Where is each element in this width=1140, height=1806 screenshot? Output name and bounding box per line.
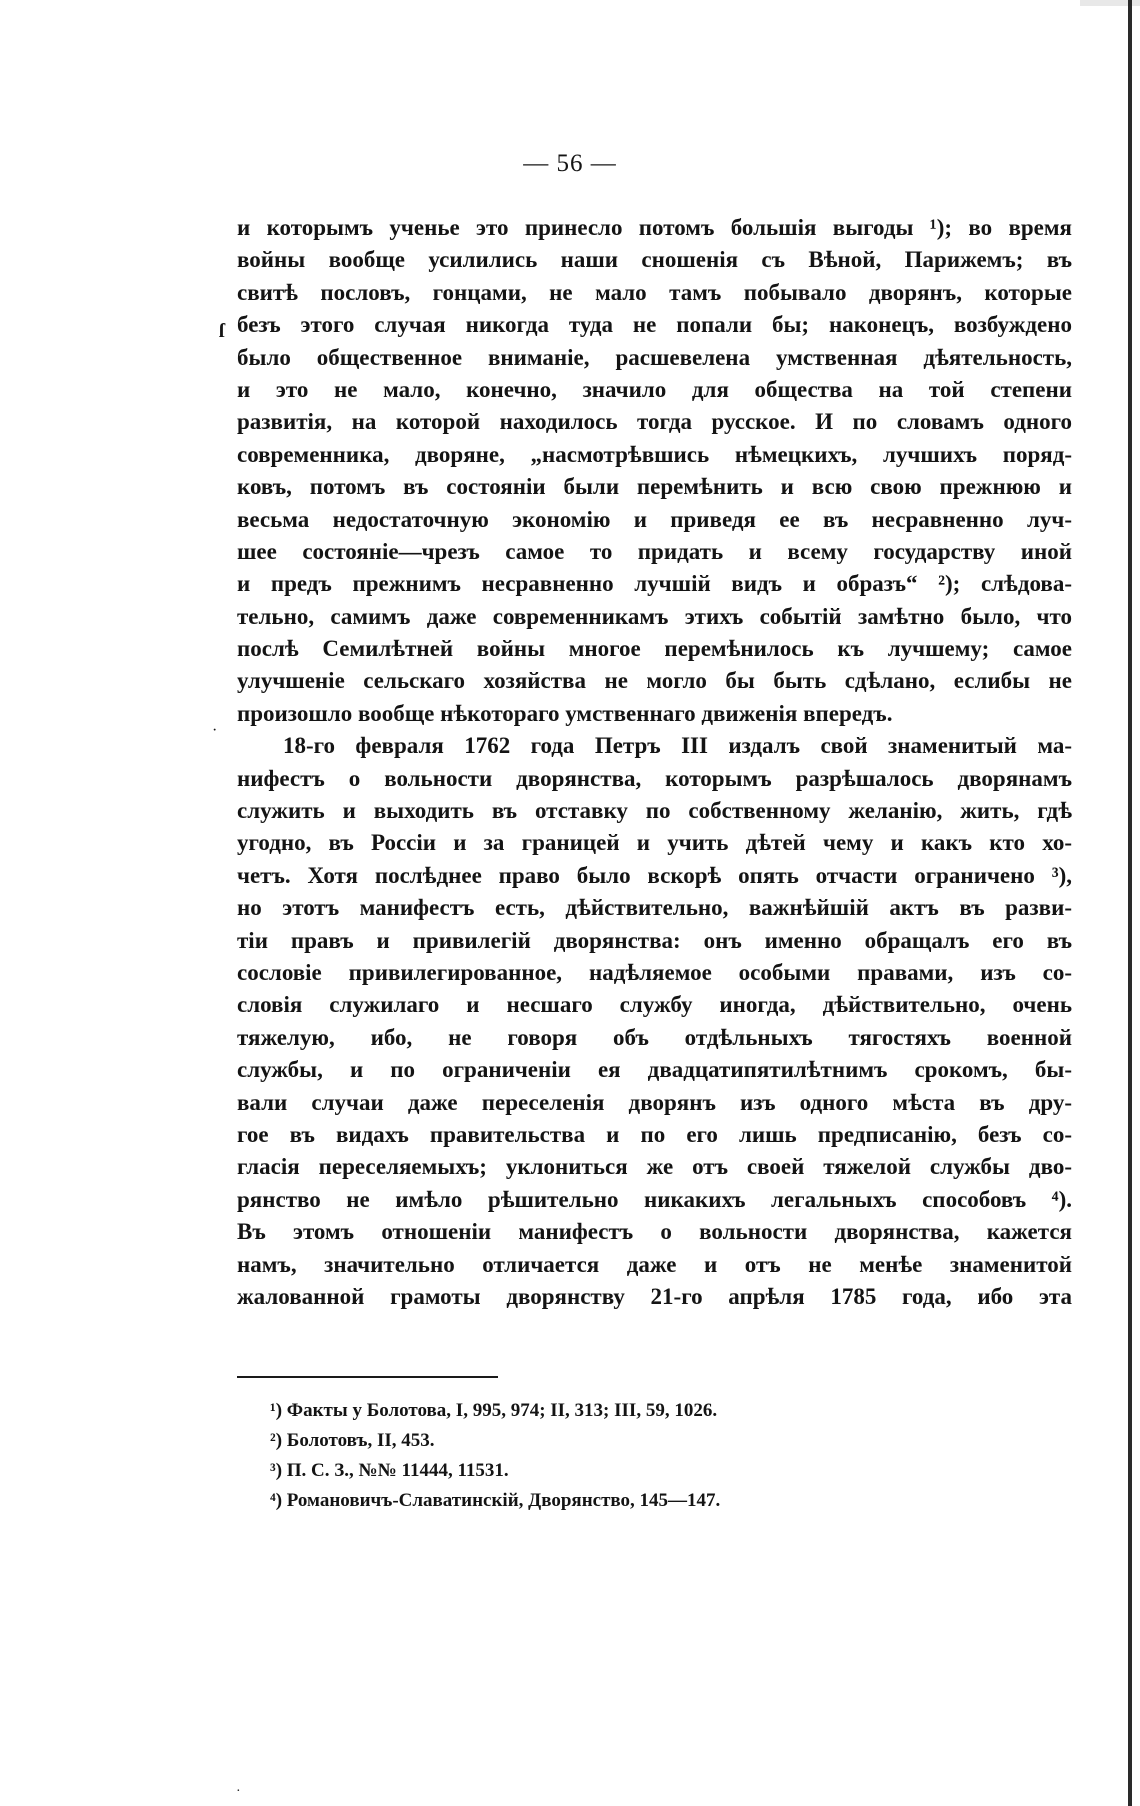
text-line: гое въ видахъ правительства и по его лишь предписанію, безъ со- xyxy=(237,1121,1072,1147)
margin-dot: · xyxy=(212,722,218,739)
page-number: — 56 — xyxy=(523,150,617,177)
body-text xyxy=(237,212,1072,1313)
text-line: и которымъ ученье это принесло потомъ большія выгоды ¹); во время xyxy=(237,215,1072,240)
text-line: современника, дворяне, „насмотрѣвшись нѣмецкихъ, лучшихъ поряд- xyxy=(237,441,1072,467)
scan-edge-line xyxy=(1128,0,1132,1806)
text-line: тельно, самимъ даже современникамъ этихъ событій замѣтно было, что xyxy=(237,603,1072,629)
text-line: улучшеніе сельскаго хозяйства не могло бы быть сдѣлано, еслибы не xyxy=(237,668,1072,694)
text-line: сословіе привилегированное, надѣляемое особыми правами, изъ со- xyxy=(237,959,1072,985)
text-line: но этотъ манифестъ есть, дѣйствительно, важнѣйшій актъ въ разви- xyxy=(237,895,1072,921)
text-line: тяжелую, ибо, не говоря объ отдѣльныхъ тягостяхъ военной xyxy=(237,1024,1072,1050)
footnote-divider xyxy=(237,1376,498,1378)
text-line: 18-го февраля 1762 года Петръ III издалъ свой знаменитый ма- xyxy=(283,733,1072,759)
text-line: послѣ Семилѣтней войны многое перемѣнилось къ лучшему; самое xyxy=(237,636,1072,662)
footnote-3: ³) П. С. З., №№ 11444, 11531. xyxy=(270,1460,509,1481)
text-line: службы, и по ограниченіи ея двадцатипятилѣтнимъ срокомъ, бы- xyxy=(237,1057,1072,1083)
bottom-dot: · xyxy=(236,1784,241,1799)
text-line: намъ, значительно отличается даже и отъ не менѣе знаменитой xyxy=(237,1251,1072,1277)
text-line: служить и выходить въ отставку по собственному желанію, жить, гдѣ xyxy=(237,798,1072,824)
margin-mark: ſ xyxy=(219,320,225,342)
text-line: тіи правъ и привилегій дворянства: онъ именно обращалъ его въ xyxy=(237,927,1072,953)
text-line: было общественное вниманіе, расшевелена умственная дѣятельность, xyxy=(237,344,1072,370)
text-line: безъ этого случая никогда туда не попали бы; наконецъ, возбуждено xyxy=(237,312,1072,338)
footnotes xyxy=(270,1396,970,1516)
text-line: нифестъ о вольности дворянства, которымъ разрѣшалось дворянамъ xyxy=(237,765,1072,791)
text-line: войны вообще усилились наши сношенія съ Вѣной, Парижемъ; въ xyxy=(237,247,1072,273)
footnote-2: ²) Болотовъ, II, 453. xyxy=(270,1430,435,1451)
text-line: угодно, въ Россіи и за границей и учить дѣтей чему и какъ кто хо- xyxy=(237,830,1072,856)
text-line: Въ этомъ отношеніи манифестъ о вольности дворянства, кажется xyxy=(237,1219,1072,1245)
text-line: свитѣ пословъ, гонцами, не мало тамъ побывало дворянъ, которые xyxy=(237,279,1072,305)
text-line: рянство не имѣло рѣшительно никакихъ легальныхъ способовъ ⁴). xyxy=(237,1186,1072,1212)
text-line: ковъ, потомъ въ состояніи были перемѣнить и всю свою прежнюю и xyxy=(237,474,1072,500)
text-line: вали случаи даже переселенія дворянъ изъ одного мѣста въ дру- xyxy=(237,1089,1072,1115)
text-line: и предъ прежнимъ несравненно лучшій видъ и образъ“ ²); слѣдова- xyxy=(237,571,1072,597)
footnote-1: ¹) Факты у Болотова, I, 995, 974; II, 313; III, 59, 1026. xyxy=(270,1400,718,1421)
text-line: развитія, на которой находилось тогда русское. И по словамъ одного xyxy=(237,409,1072,435)
text-line: весьма недостаточную экономію и приведя ее въ несравненно луч- xyxy=(237,506,1072,532)
text-line: четъ. Хотя послѣднее право было вскорѣ опять отчасти ограничено ³), xyxy=(237,862,1072,888)
text-line: и это не мало, конечно, значило для общества на той степени xyxy=(237,376,1072,402)
text-line: гласія переселяемыхъ; уклониться же отъ своей тяжелой службы дво- xyxy=(237,1154,1072,1180)
footnote-4: ⁴) Романовичъ-Славатинскій, Дворянство, 145—147. xyxy=(270,1490,721,1511)
text-line: словія служилаго и несшаго службу иногда, дѣйствительно, очень xyxy=(237,992,1072,1018)
text-line: произошло вообще нѣкотораго умственнаго движенія впередъ. xyxy=(237,700,893,726)
text-line: жалованной грамоты дворянству 21-го апрѣля 1785 года, ибо эта xyxy=(237,1283,1072,1309)
text-line: шее состояніе—чрезъ самое то придать и всему государству иной xyxy=(237,538,1072,564)
